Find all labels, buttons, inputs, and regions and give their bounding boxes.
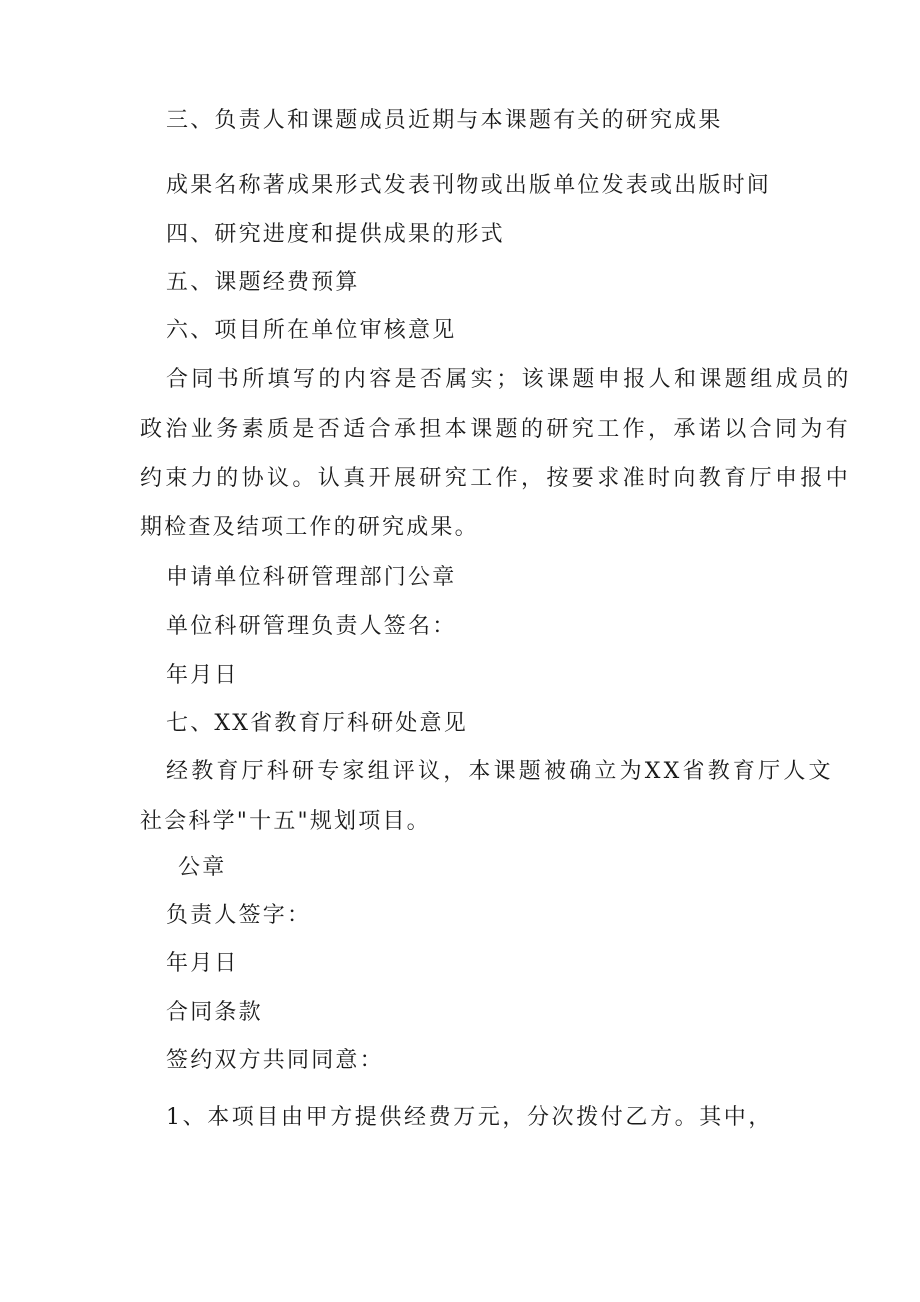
- unit-date-label: 年月日: [166, 663, 239, 688]
- review-paragraph-line-4: 期检查及结项工作的研究成果。: [140, 515, 479, 540]
- office-seal-label: 公章: [178, 855, 227, 880]
- office-signature-label: 负责人签字：: [166, 903, 312, 928]
- results-columns-line: 成果名称著成果形式发表刊物或出版单位发表或出版时间: [166, 173, 772, 198]
- unit-signature-label: 单位科研管理负责人签名：: [166, 614, 457, 639]
- section-6-heading: 六、项目所在单位审核意见: [166, 318, 457, 343]
- section-5-heading: 五、课题经费预算: [166, 270, 360, 295]
- approval-paragraph-line-2: 社会科学"十五"规划项目。: [140, 809, 431, 834]
- office-date-label: 年月日: [166, 951, 239, 976]
- review-paragraph-line-3: 约束力的协议。认真开展研究工作，按要求准时向教育厅申报中: [140, 466, 852, 491]
- unit-seal-label: 申请单位科研管理部门公章: [166, 565, 457, 590]
- section-7-heading: 七、XX省教育厅科研处意见: [166, 711, 468, 736]
- review-paragraph-line-2: 政治业务素质是否适合承担本课题的研究工作，承诺以合同为有: [140, 417, 852, 442]
- section-4-heading: 四、研究进度和提供成果的形式: [166, 222, 505, 247]
- clause-1-line: 1、本项目由甲方提供经费万元，分次拨付乙方。其中，: [166, 1105, 773, 1130]
- approval-paragraph-line-1: 经教育厅科研专家组评议，本课题被确立为XX省教育厅人文: [166, 759, 834, 784]
- section-3-heading: 三、负责人和课题成员近期与本课题有关的研究成果: [166, 108, 723, 133]
- contract-terms-heading: 合同条款: [166, 1000, 263, 1025]
- mutual-agreement-line: 签约双方共同同意：: [166, 1048, 384, 1073]
- review-paragraph-line-1: 合同书所填写的内容是否属实；该课题申报人和课题组成员的: [166, 367, 852, 392]
